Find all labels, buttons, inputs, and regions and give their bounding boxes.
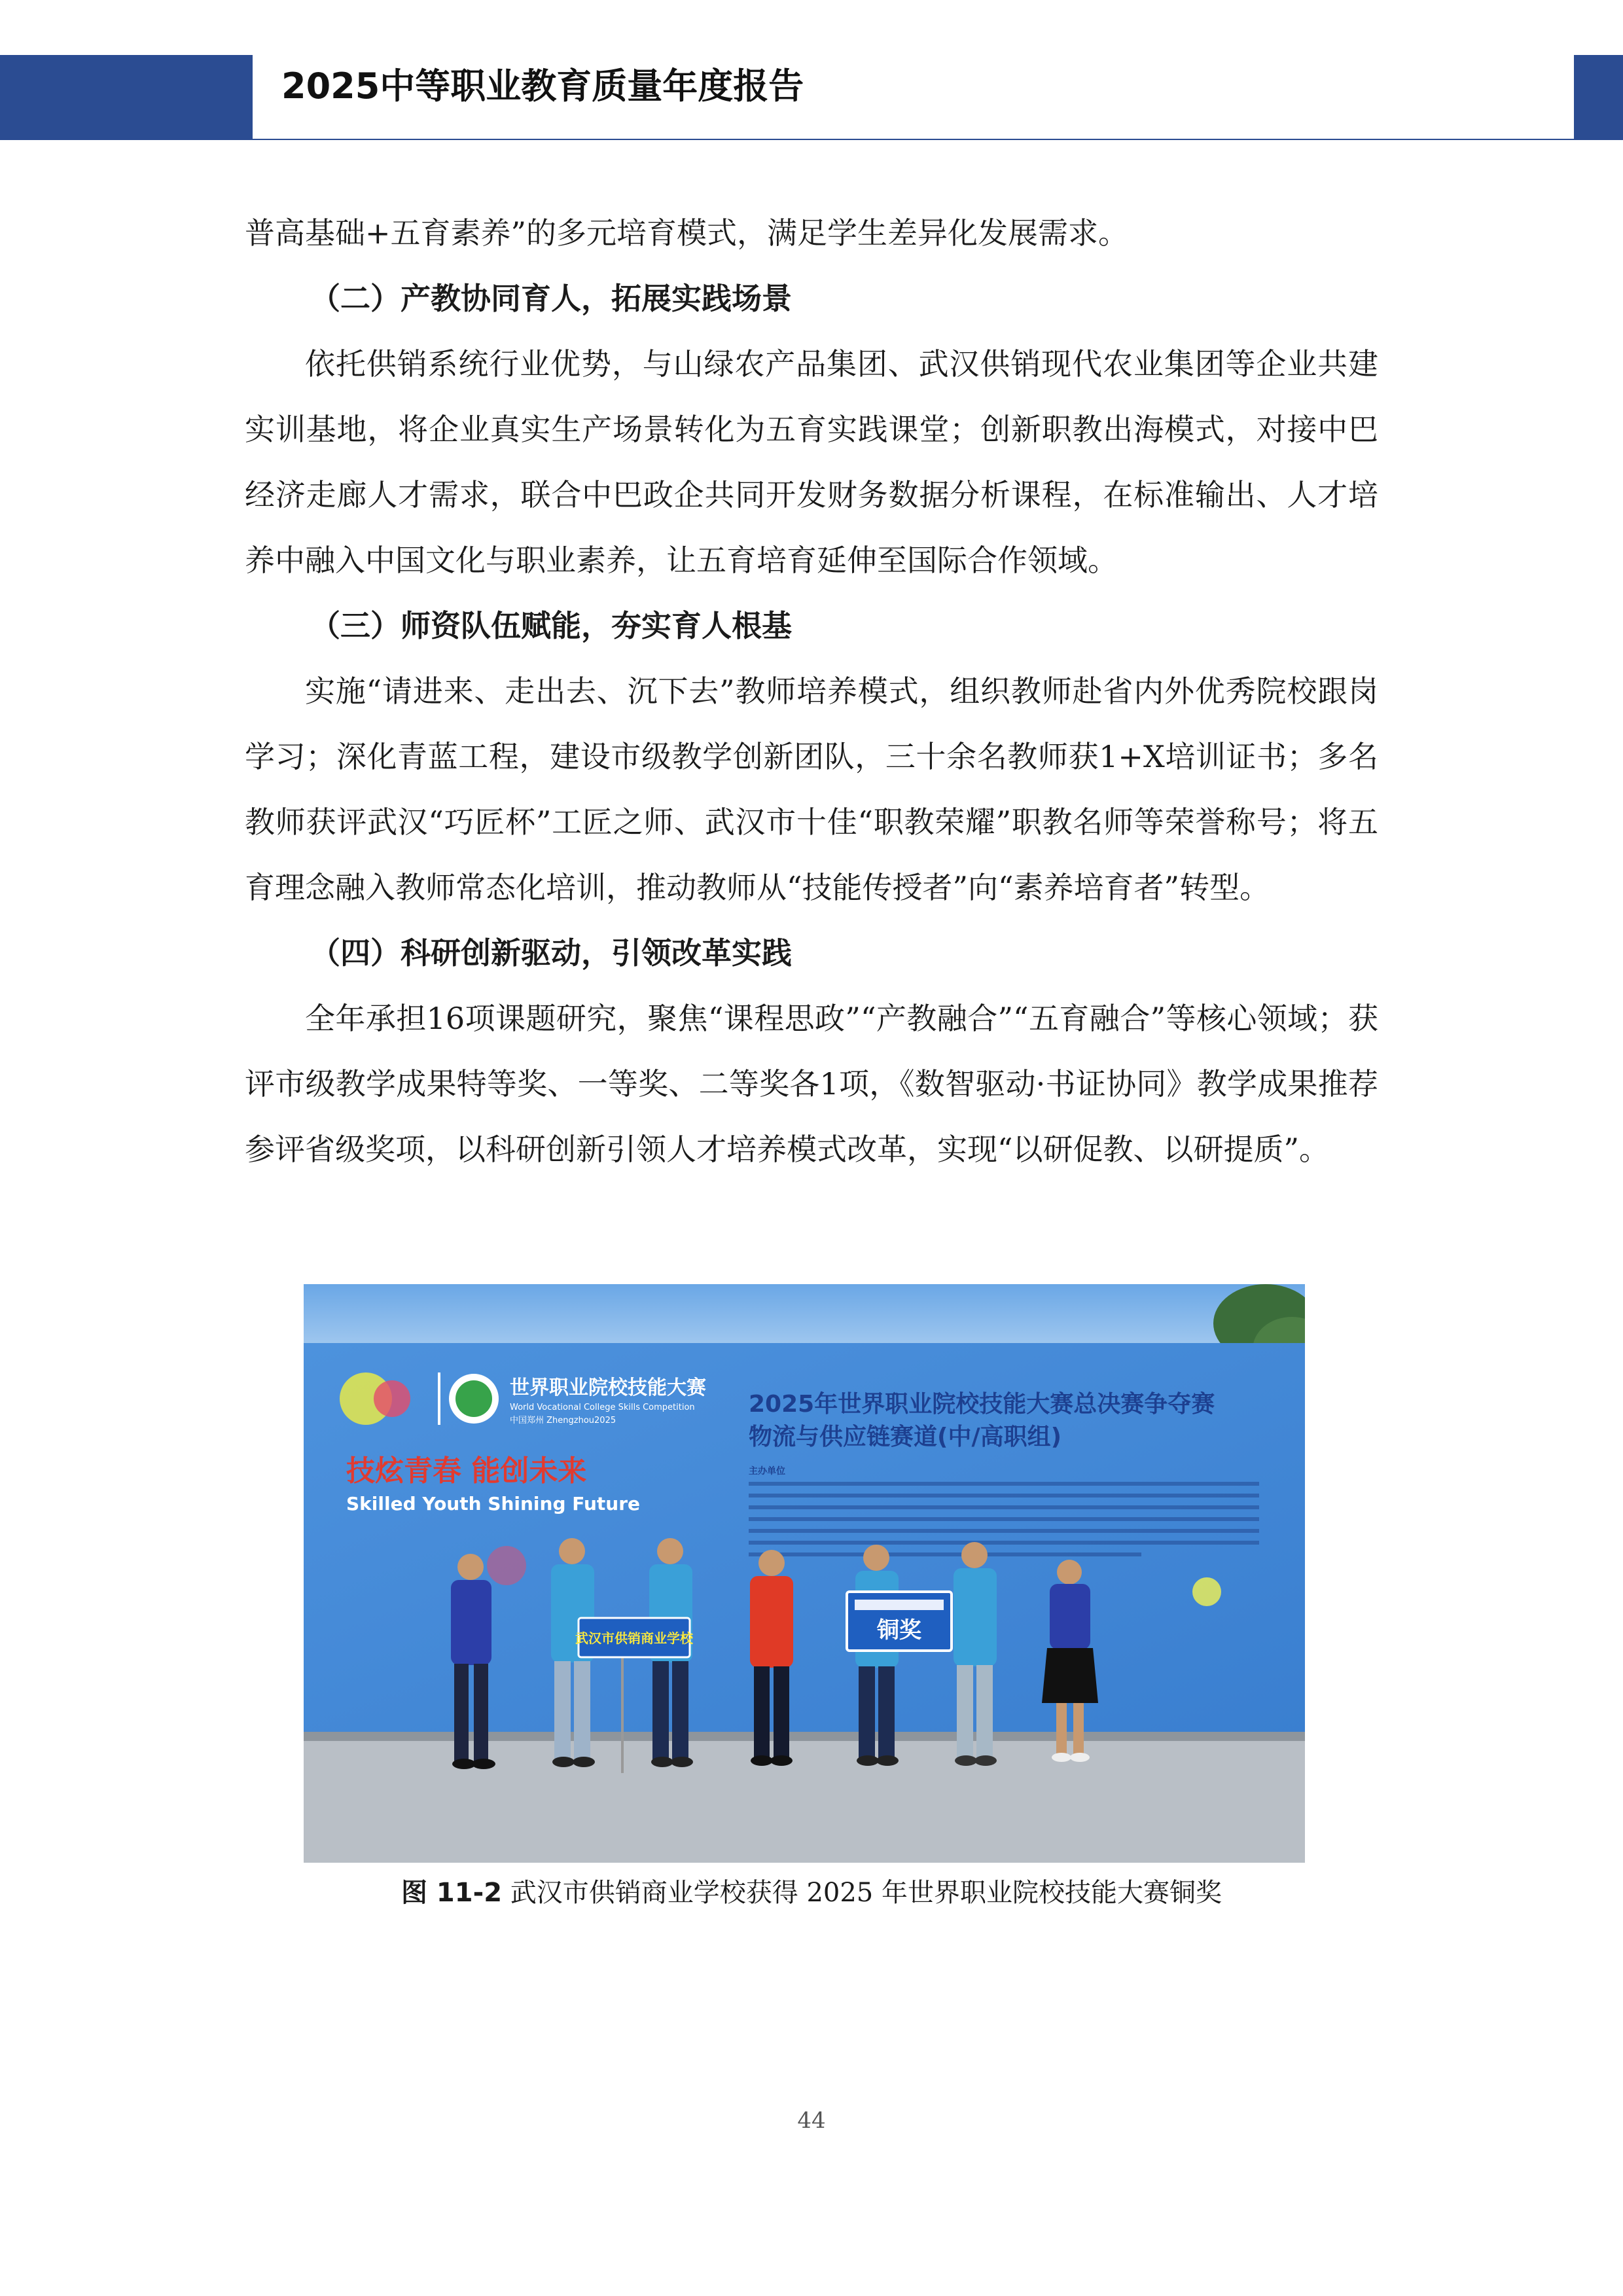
banner-location: 中国郑州 Zhengzhou2025 (510, 1416, 616, 1426)
figure-caption-text: 武汉市供销商业学校获得 2025 年世界职业院校技能大赛铜奖 (510, 1878, 1222, 1908)
section-heading-2: （二）产教协同育人，拓展实践场景 (310, 281, 792, 316)
section-heading-3: （三）师资队伍赋能，夯实育人根基 (310, 608, 792, 643)
paragraph-4: 全年承担16项课题研究，聚焦“课程思政”“产教融合”“五育融合”等核心领域；获评市级教学成果特等奖、一等奖、二等奖各1项，《数智驱动·书证协同》教学成果推荐参评省级奖项，以科研创新引领人才培养模式改革，实现“以研促教、以研提质”。 (245, 1001, 1378, 1167)
award-sign-text: 铜奖 (877, 1617, 921, 1643)
school-flag (575, 1618, 694, 1657)
section-heading-4: （四）科研创新驱动，引领改革实践 (310, 935, 792, 971)
page-header-title: 2025中等职业教育质量年度报告 (281, 65, 804, 107)
award-photo (304, 1284, 1305, 1863)
figure-number: 图 11-2 (401, 1878, 503, 1908)
paragraph-continued: 普高基础+五育素养”的多元培育模式，满足学生差异化发展需求。 (245, 215, 1129, 251)
paragraph-2: 依托供销系统行业优势，与山绿农产品集团、武汉供销现代农业集团等企业共建实训基地，将企业真实生产场景转化为五育实践课堂；创新职教出海模式，对接中巴经济走廊人才需求，联合中巴政企共同开发财务数据分析课程，在标准输出、人才培养中融入中国文化与职业素养，让五育培育延伸至国际合作领域。 (245, 346, 1378, 578)
header-accent-left (0, 55, 253, 140)
bronze-award-sign (847, 1592, 952, 1651)
banner-competition-english: World Vocational College Skills Competition (510, 1403, 695, 1412)
flag-school-name: 武汉市供销商业学校 (575, 1630, 693, 1646)
banner-slogan: 技炫青春 能创未来 (346, 1454, 587, 1488)
header-rule (253, 139, 1574, 140)
paragraph-3: 实施“请进来、走出去、沉下去”教师培养模式，组织教师赴省内外优秀院校跟岗学习；深化青蓝工程，建设市级教学创新团队，三十余名教师获1+X培训证书；多名教师获评武汉“巧匠杯”工匠之师、武汉市十佳“职教荣耀”职教名师等荣誉称号；将五育理念融入教师常态化培训，推动教师从“技能传授者”向“素养培育者”转型。 (245, 673, 1378, 905)
body-text (245, 200, 1378, 1182)
header-accent-right (1574, 55, 1623, 140)
page-number: 44 (797, 2108, 826, 2134)
banner-organizers-label: 主办单位 (749, 1466, 785, 1477)
banner-slogan-english: Skilled Youth Shining Future (346, 1493, 641, 1515)
figure-caption (245, 1873, 1378, 1912)
banner-event-title: 2025年世界职业院校技能大赛总决赛争夺赛 (749, 1391, 1215, 1418)
banner-event-track: 物流与供应链赛道(中/高职组) (749, 1424, 1062, 1450)
banner-competition-name: 世界职业院校技能大赛 (510, 1376, 706, 1399)
